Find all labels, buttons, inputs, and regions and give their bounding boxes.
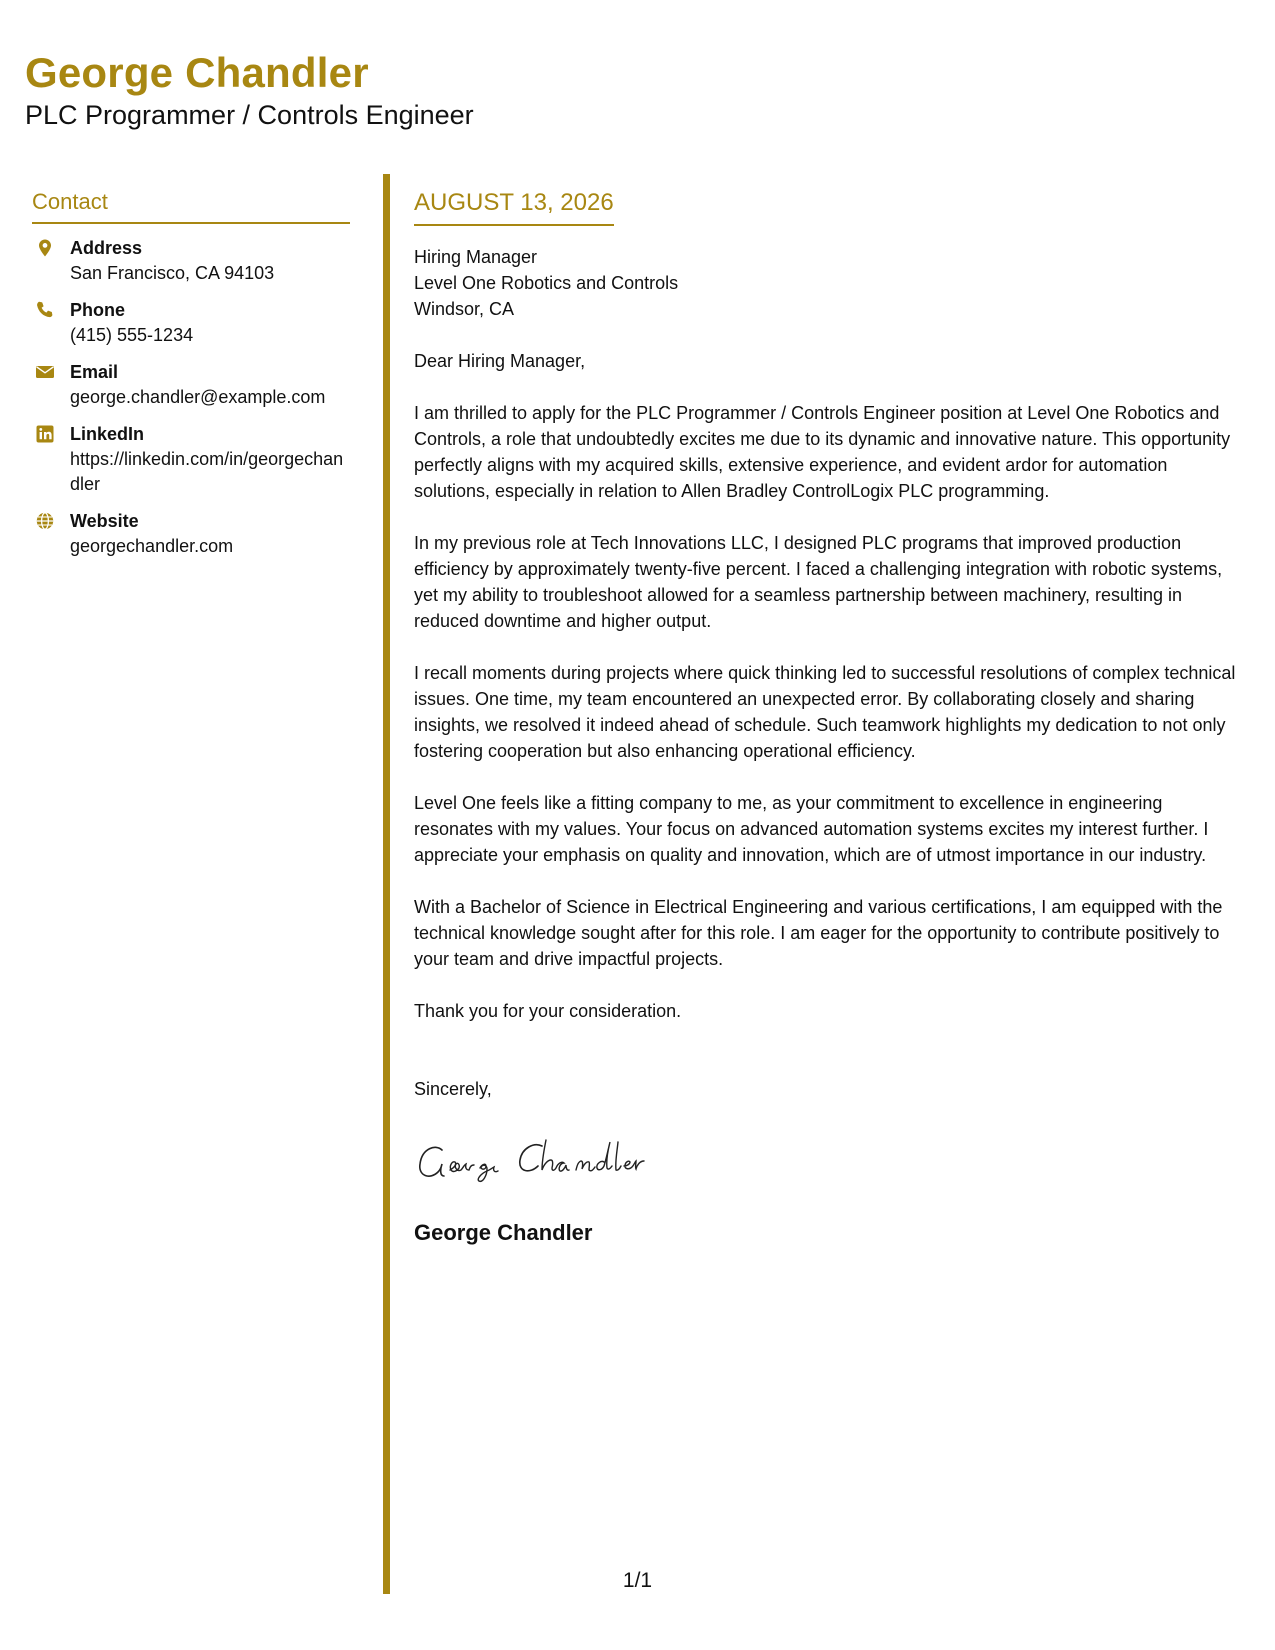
contact-label: Website xyxy=(70,511,139,531)
contact-item-website xyxy=(32,509,350,559)
contact-item-email xyxy=(32,360,350,410)
applicant-name: George Chandler xyxy=(25,49,369,96)
location-pin-icon xyxy=(35,238,55,258)
phone-value: (415) 555-1234 xyxy=(70,325,194,345)
linkedin-icon xyxy=(35,424,55,444)
recipient-block xyxy=(414,244,1244,322)
phone-icon xyxy=(35,300,55,320)
salutation: Dear Hiring Manager, xyxy=(414,351,586,371)
recipient-location: Windsor, CA xyxy=(414,299,515,319)
linkedin-value[interactable]: https://linkedin.com/in/georgechandler xyxy=(70,449,344,494)
contact-item-linkedin xyxy=(32,422,350,497)
letter-body xyxy=(414,188,1244,1247)
contact-list xyxy=(32,236,350,559)
paragraph-teamwork: I recall moments during projects where quick thinking led to successful resolutions of complex technical issues. One time, my team encountered an unexpected error. By collaborating closely and sharing insights, we resolved it indeed ahead of schedule. Such teamwork highlights my dedication to not only fostering cooperation but also enhancing operational efficiency. xyxy=(414,663,1236,761)
address-value: San Francisco, CA 94103 xyxy=(70,263,275,283)
contact-label: Phone xyxy=(70,300,126,320)
paragraph-qualifications: With a Bachelor of Science in Electrical Engineering and various certifications, I am equipped with the technical knowledge sought after for this role. I am eager for the opportunity to contribute positively to your team and drive impactful projects. xyxy=(414,897,1223,969)
recipient-company: Level One Robotics and Controls xyxy=(414,273,679,293)
recipient-title: Hiring Manager xyxy=(414,247,538,267)
letter-header xyxy=(25,48,474,132)
applicant-job-title: PLC Programmer / Controls Engineer xyxy=(25,100,474,130)
signer-name: George Chandler xyxy=(414,1220,593,1245)
closing: Sincerely, xyxy=(414,1079,492,1099)
globe-icon xyxy=(35,511,55,531)
letter-date: AUGUST 13, 2026 xyxy=(414,188,614,226)
email-icon xyxy=(35,362,55,382)
page-number: 1/1 xyxy=(622,1569,653,1592)
contact-heading: Contact xyxy=(32,188,350,224)
website-value[interactable]: georgechandler.com xyxy=(70,536,234,556)
vertical-divider xyxy=(383,174,390,1594)
contact-item-phone xyxy=(32,298,350,348)
contact-sidebar xyxy=(32,188,350,571)
paragraph-intro: I am thrilled to apply for the PLC Programmer / Controls Engineer position at Level One Robotics and Controls, a role that undoubtedly excites me due to its dynamic and innovative nature. This opportunity perfectly aligns with my acquired skills, extensive experience, and evident ardor for automation solutions, especially in relation to Allen Bradley ControlLogix PLC programming. xyxy=(414,403,1231,501)
paragraph-company-fit: Level One feels like a fitting company to me, as your commitment to excellence in engineering resonates with my values. Your focus on advanced automation systems excites my interest further. I appreciate your emphasis on quality and innovation, which are of utmost importance in our industry. xyxy=(414,793,1209,865)
contact-label: Email xyxy=(70,362,119,382)
contact-label: LinkedIn xyxy=(70,424,145,444)
handwritten-signature xyxy=(414,1132,674,1192)
contact-item-address xyxy=(32,236,350,286)
email-value[interactable]: george.chandler@example.com xyxy=(70,387,326,407)
paragraph-thanks: Thank you for your consideration. xyxy=(414,1001,682,1021)
contact-label: Address xyxy=(70,238,143,258)
paragraph-experience: In my previous role at Tech Innovations LLC, I designed PLC programs that improved production efficiency by approximately twenty-five percent. I faced a challenging integration with robotic systems, yet my ability to troubleshoot allowed for a seamless partnership between machinery, resulting in reduced downtime and higher output. xyxy=(414,533,1223,631)
